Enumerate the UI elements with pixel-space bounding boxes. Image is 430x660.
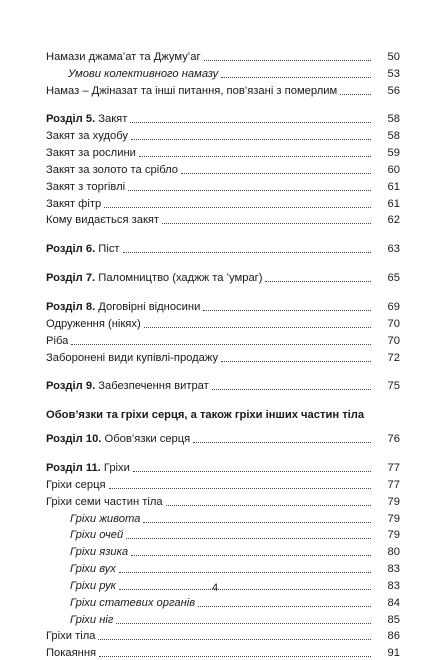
toc-subentry[interactable] xyxy=(46,593,400,610)
dot-leader xyxy=(181,172,371,174)
toc-entry-title: Ріба xyxy=(46,334,69,347)
toc-entry-page: 83 xyxy=(387,563,400,576)
toc-entry-title: Одруження (нікях) xyxy=(46,317,141,330)
toc-entry-page: 79 xyxy=(387,529,400,542)
toc-entry-page: 63 xyxy=(387,243,400,256)
toc-section-8[interactable] xyxy=(46,297,400,314)
dot-leader xyxy=(204,59,371,61)
toc-entry-title: Гріхи статевих органів xyxy=(70,596,196,609)
section-title: Договірні відносини xyxy=(98,300,201,313)
toc-subentry[interactable] xyxy=(46,559,400,576)
toc-entry-title: Гріхи тіла xyxy=(46,630,96,643)
section-number: Розділ 8. xyxy=(46,300,96,313)
toc-entry-title: Гріхи серця xyxy=(46,478,106,491)
toc-entry-title: Закят за рослини xyxy=(46,147,136,160)
dot-leader xyxy=(104,206,371,208)
toc-entry[interactable] xyxy=(46,627,400,644)
toc-section-7[interactable] xyxy=(46,268,400,285)
toc-entry-page: 83 xyxy=(387,579,400,592)
toc-entry[interactable] xyxy=(46,492,400,509)
section-number: Розділ 11. xyxy=(46,462,101,475)
toc-entry-title: Закят за худобу xyxy=(46,130,128,143)
part-heading: Обов’язки та гріхи серця, а також гріхи інших частин тіла xyxy=(46,409,365,422)
dot-leader xyxy=(119,571,371,573)
toc-entry-title: Заборонені види купівлі-продажу xyxy=(46,351,219,364)
dot-leader xyxy=(133,470,371,472)
dot-leader xyxy=(193,441,371,443)
section-title: Паломництво (хаджж та ʻумраг) xyxy=(98,272,263,285)
toc-entry-page: 50 xyxy=(387,50,400,63)
section-title: Закят xyxy=(98,113,128,126)
toc-entry-title: Закят за золото та срібло xyxy=(46,163,178,176)
toc-entry-page: 91 xyxy=(387,647,400,660)
toc-entry[interactable] xyxy=(46,160,400,177)
toc-entry-page: 58 xyxy=(387,113,400,126)
dot-leader xyxy=(139,155,371,157)
section-title: Гріхи xyxy=(103,462,130,475)
toc-entry[interactable] xyxy=(46,314,400,331)
toc-section-9[interactable] xyxy=(46,377,400,394)
toc-entry-page: 58 xyxy=(387,130,400,143)
toc-entry-title: Гріхи вух xyxy=(70,563,116,576)
toc-entry-page: 72 xyxy=(387,351,400,364)
dot-leader xyxy=(98,638,371,640)
toc-entry-page: 77 xyxy=(387,478,400,491)
toc-entry-page: 62 xyxy=(387,214,400,227)
toc-entry-page: 80 xyxy=(387,546,400,559)
toc-subentry[interactable] xyxy=(46,509,400,526)
section-number: Розділ 10. xyxy=(46,433,102,446)
toc-entry-title: Закят з торгівлі xyxy=(46,180,126,193)
section-title: Піст xyxy=(98,243,120,256)
toc-entry-page: 84 xyxy=(387,596,400,609)
toc-entry-page: 70 xyxy=(387,334,400,347)
section-number: Розділ 9. xyxy=(46,380,96,393)
toc-entry-page: 59 xyxy=(387,147,400,160)
toc-entry-title: Кому видається закят xyxy=(46,214,160,227)
toc-entry-title: Гріхи ніг xyxy=(70,613,114,626)
dot-leader xyxy=(116,622,371,624)
dot-leader xyxy=(99,655,371,657)
toc-entry[interactable] xyxy=(46,331,400,348)
table-of-contents xyxy=(46,47,400,660)
toc-entry-title: Закят фітр xyxy=(46,197,102,210)
toc-entry-title: Гріхи живота xyxy=(70,512,141,525)
toc-entry-page: 85 xyxy=(387,613,400,626)
dot-leader xyxy=(130,121,371,123)
toc-entry[interactable] xyxy=(46,47,400,64)
toc-entry[interactable] xyxy=(46,81,400,98)
toc-section-11[interactable] xyxy=(46,458,400,475)
toc-subentry[interactable] xyxy=(46,610,400,627)
toc-section-6[interactable] xyxy=(46,239,400,256)
toc-entry-title: Гріхи рук xyxy=(70,579,116,592)
dot-leader xyxy=(131,554,371,556)
dot-leader xyxy=(265,280,371,282)
toc-entry-title: Гріхи семи частин тіла xyxy=(46,495,163,508)
dot-leader xyxy=(128,189,371,191)
toc-entry-page: 76 xyxy=(387,433,400,446)
toc-entry-title: Гріхи очей xyxy=(70,529,124,542)
toc-entry[interactable] xyxy=(46,211,400,228)
dot-leader xyxy=(212,388,371,390)
toc-subentry[interactable] xyxy=(46,526,400,543)
toc-entry-page: 69 xyxy=(387,300,400,313)
dot-leader xyxy=(123,251,371,253)
toc-entry-page: 70 xyxy=(387,317,400,330)
section-number: Розділ 7. xyxy=(46,272,96,285)
toc-subentry[interactable] xyxy=(46,64,400,81)
dot-leader xyxy=(143,521,371,523)
toc-entry[interactable] xyxy=(46,143,400,160)
dot-leader xyxy=(126,537,371,539)
toc-entry-page: 75 xyxy=(387,380,400,393)
dot-leader xyxy=(340,93,371,95)
page-number: 4 xyxy=(211,582,219,594)
dot-leader xyxy=(198,605,371,607)
toc-entry-page: 77 xyxy=(387,462,400,475)
toc-subentry[interactable] xyxy=(46,542,400,559)
toc-section-5[interactable] xyxy=(46,110,400,127)
toc-entry[interactable] xyxy=(46,126,400,143)
dot-leader xyxy=(166,504,371,506)
toc-entry-title: Покаяння xyxy=(46,647,97,660)
toc-entry-title: Намаз – Джіназат та інші питання, пов’язані з померлим xyxy=(46,84,338,97)
toc-entry-page: 61 xyxy=(387,180,400,193)
dot-leader xyxy=(131,138,371,140)
toc-entry-title: Умови колективного намазу xyxy=(68,67,219,80)
section-title: Обов’язки серця xyxy=(104,433,191,446)
toc-entry-page: 79 xyxy=(387,512,400,525)
toc-entry[interactable] xyxy=(46,194,400,211)
toc-entry-title: Гріхи язика xyxy=(70,546,129,559)
toc-entry-page: 86 xyxy=(387,630,400,643)
section-number: Розділ 6. xyxy=(46,243,96,256)
dot-leader xyxy=(203,309,371,311)
dot-leader xyxy=(221,360,371,362)
dot-leader xyxy=(144,326,371,328)
toc-section-10[interactable] xyxy=(46,429,400,446)
dot-leader xyxy=(109,487,371,489)
toc-entry[interactable] xyxy=(46,475,400,492)
toc-entry-page: 60 xyxy=(387,163,400,176)
toc-entry-page: 56 xyxy=(387,84,400,97)
toc-entry[interactable] xyxy=(46,177,400,194)
dot-leader xyxy=(221,76,371,78)
dot-leader xyxy=(71,343,371,345)
toc-entry-page: 79 xyxy=(387,495,400,508)
toc-entry-page: 61 xyxy=(387,197,400,210)
toc-entry-title: Намази джамаʻат та Джумуʻаг xyxy=(46,50,201,63)
dot-leader xyxy=(162,222,371,224)
toc-entry[interactable] xyxy=(46,643,400,660)
section-title: Забезпечення витрат xyxy=(98,380,209,393)
toc-entry[interactable] xyxy=(46,348,400,365)
toc-entry-page: 53 xyxy=(387,67,400,80)
section-number: Розділ 5. xyxy=(46,113,96,126)
toc-entry-page: 65 xyxy=(387,272,400,285)
